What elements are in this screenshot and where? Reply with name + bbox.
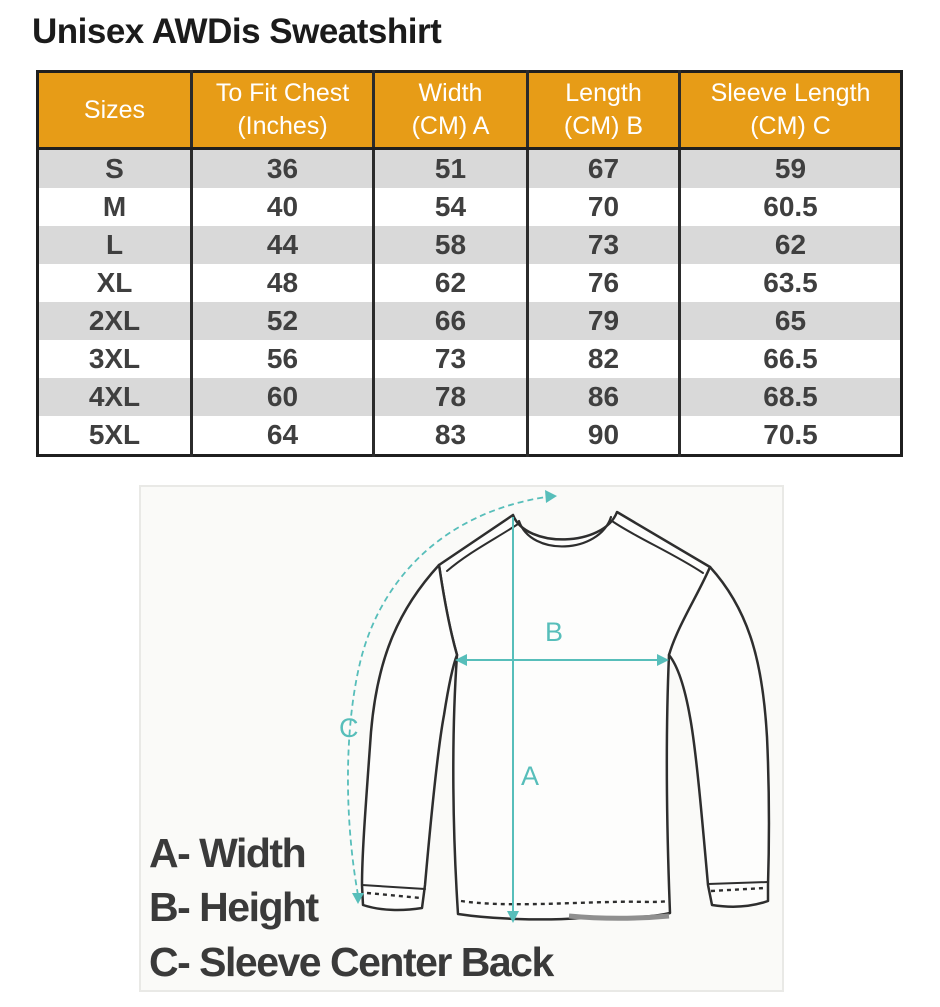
cell-width: 83: [374, 416, 528, 456]
cell-sleeve: 60.5: [680, 188, 902, 226]
cell-chest: 40: [192, 188, 374, 226]
hem-thick-line: [569, 916, 669, 918]
cell-chest: 52: [192, 302, 374, 340]
page-title: Unisex AWDis Sweatshirt: [32, 12, 442, 51]
sweatshirt-body: [439, 512, 710, 919]
header-line: (Inches): [237, 112, 328, 140]
cell-length: 86: [528, 378, 680, 416]
cell-width: 58: [374, 226, 528, 264]
size-table-header: [38, 72, 902, 149]
cell-length: 70: [528, 188, 680, 226]
cell-length: 79: [528, 302, 680, 340]
cell-size: M: [102, 191, 127, 222]
cell-chest: 44: [192, 226, 374, 264]
header-line: Sleeve Length: [710, 79, 871, 107]
header-line: Length: [565, 79, 642, 107]
cell-width: 62: [374, 264, 528, 302]
cell-length: 90: [528, 416, 680, 456]
cell-chest: 56: [192, 340, 374, 378]
cell-sleeve: 62: [680, 226, 902, 264]
arrowhead-c-top: [545, 490, 557, 503]
cell-chest: 36: [192, 149, 374, 189]
cell-chest: 64: [192, 416, 374, 456]
header-line: (CM) C: [750, 112, 831, 140]
cell-size: 4XL: [88, 381, 141, 412]
header-line: (CM) A: [411, 112, 490, 140]
cell-width: 78: [374, 378, 528, 416]
cell-sleeve: 65: [680, 302, 902, 340]
cell-length: 67: [528, 149, 680, 189]
sweatshirt-diagram: [141, 487, 782, 990]
measure-label-c: C: [339, 713, 359, 743]
legend-c-sleeve-center-back: C- Sleeve Center Back: [149, 939, 553, 985]
cell-width: 66: [374, 302, 528, 340]
cell-sleeve: 70.5: [680, 416, 902, 456]
header-line: (CM) B: [563, 112, 644, 140]
sweatshirt-right-sleeve: [669, 567, 769, 907]
measure-label-a: A: [521, 761, 540, 791]
cell-size: XL: [96, 267, 133, 298]
cell-size: L: [105, 229, 124, 260]
cell-sleeve: 66.5: [680, 340, 902, 378]
cell-sleeve: 68.5: [680, 378, 902, 416]
table-row: [38, 378, 902, 416]
table-row: [38, 226, 902, 264]
cell-length: 73: [528, 226, 680, 264]
table-row: [38, 340, 902, 378]
size-table: [36, 70, 903, 457]
column-header-width: [374, 72, 528, 149]
legend-a-width: A- Width: [149, 830, 306, 876]
sweatshirt-outline: [362, 512, 769, 919]
header-line: Sizes: [83, 95, 146, 124]
header-row: [38, 72, 902, 149]
header-line: To Fit Chest: [215, 79, 350, 107]
table-row: [38, 188, 902, 226]
cell-width: 73: [374, 340, 528, 378]
header-line: Width: [418, 79, 483, 107]
table-row: [38, 149, 902, 189]
table-row: [38, 416, 902, 456]
column-header-sleeve: [680, 72, 902, 149]
cell-size: 3XL: [88, 343, 141, 374]
column-header-sizes: [38, 72, 192, 149]
cell-chest: 60: [192, 378, 374, 416]
table-row: [38, 264, 902, 302]
cell-width: 54: [374, 188, 528, 226]
cell-size: 2XL: [88, 305, 141, 336]
cell-size: S: [105, 153, 124, 184]
table-row: [38, 302, 902, 340]
cell-sleeve: 59: [680, 149, 902, 189]
cell-chest: 48: [192, 264, 374, 302]
column-header-length: [528, 72, 680, 149]
cell-size: 5XL: [88, 419, 141, 450]
column-header-chest: [192, 72, 374, 149]
measure-label-b: B: [545, 617, 564, 647]
legend-b-height: B- Height: [149, 884, 318, 930]
cell-width: 51: [374, 149, 528, 189]
cell-length: 82: [528, 340, 680, 378]
measurement-diagram-panel: [139, 485, 784, 992]
cell-length: 76: [528, 264, 680, 302]
cell-sleeve: 63.5: [680, 264, 902, 302]
